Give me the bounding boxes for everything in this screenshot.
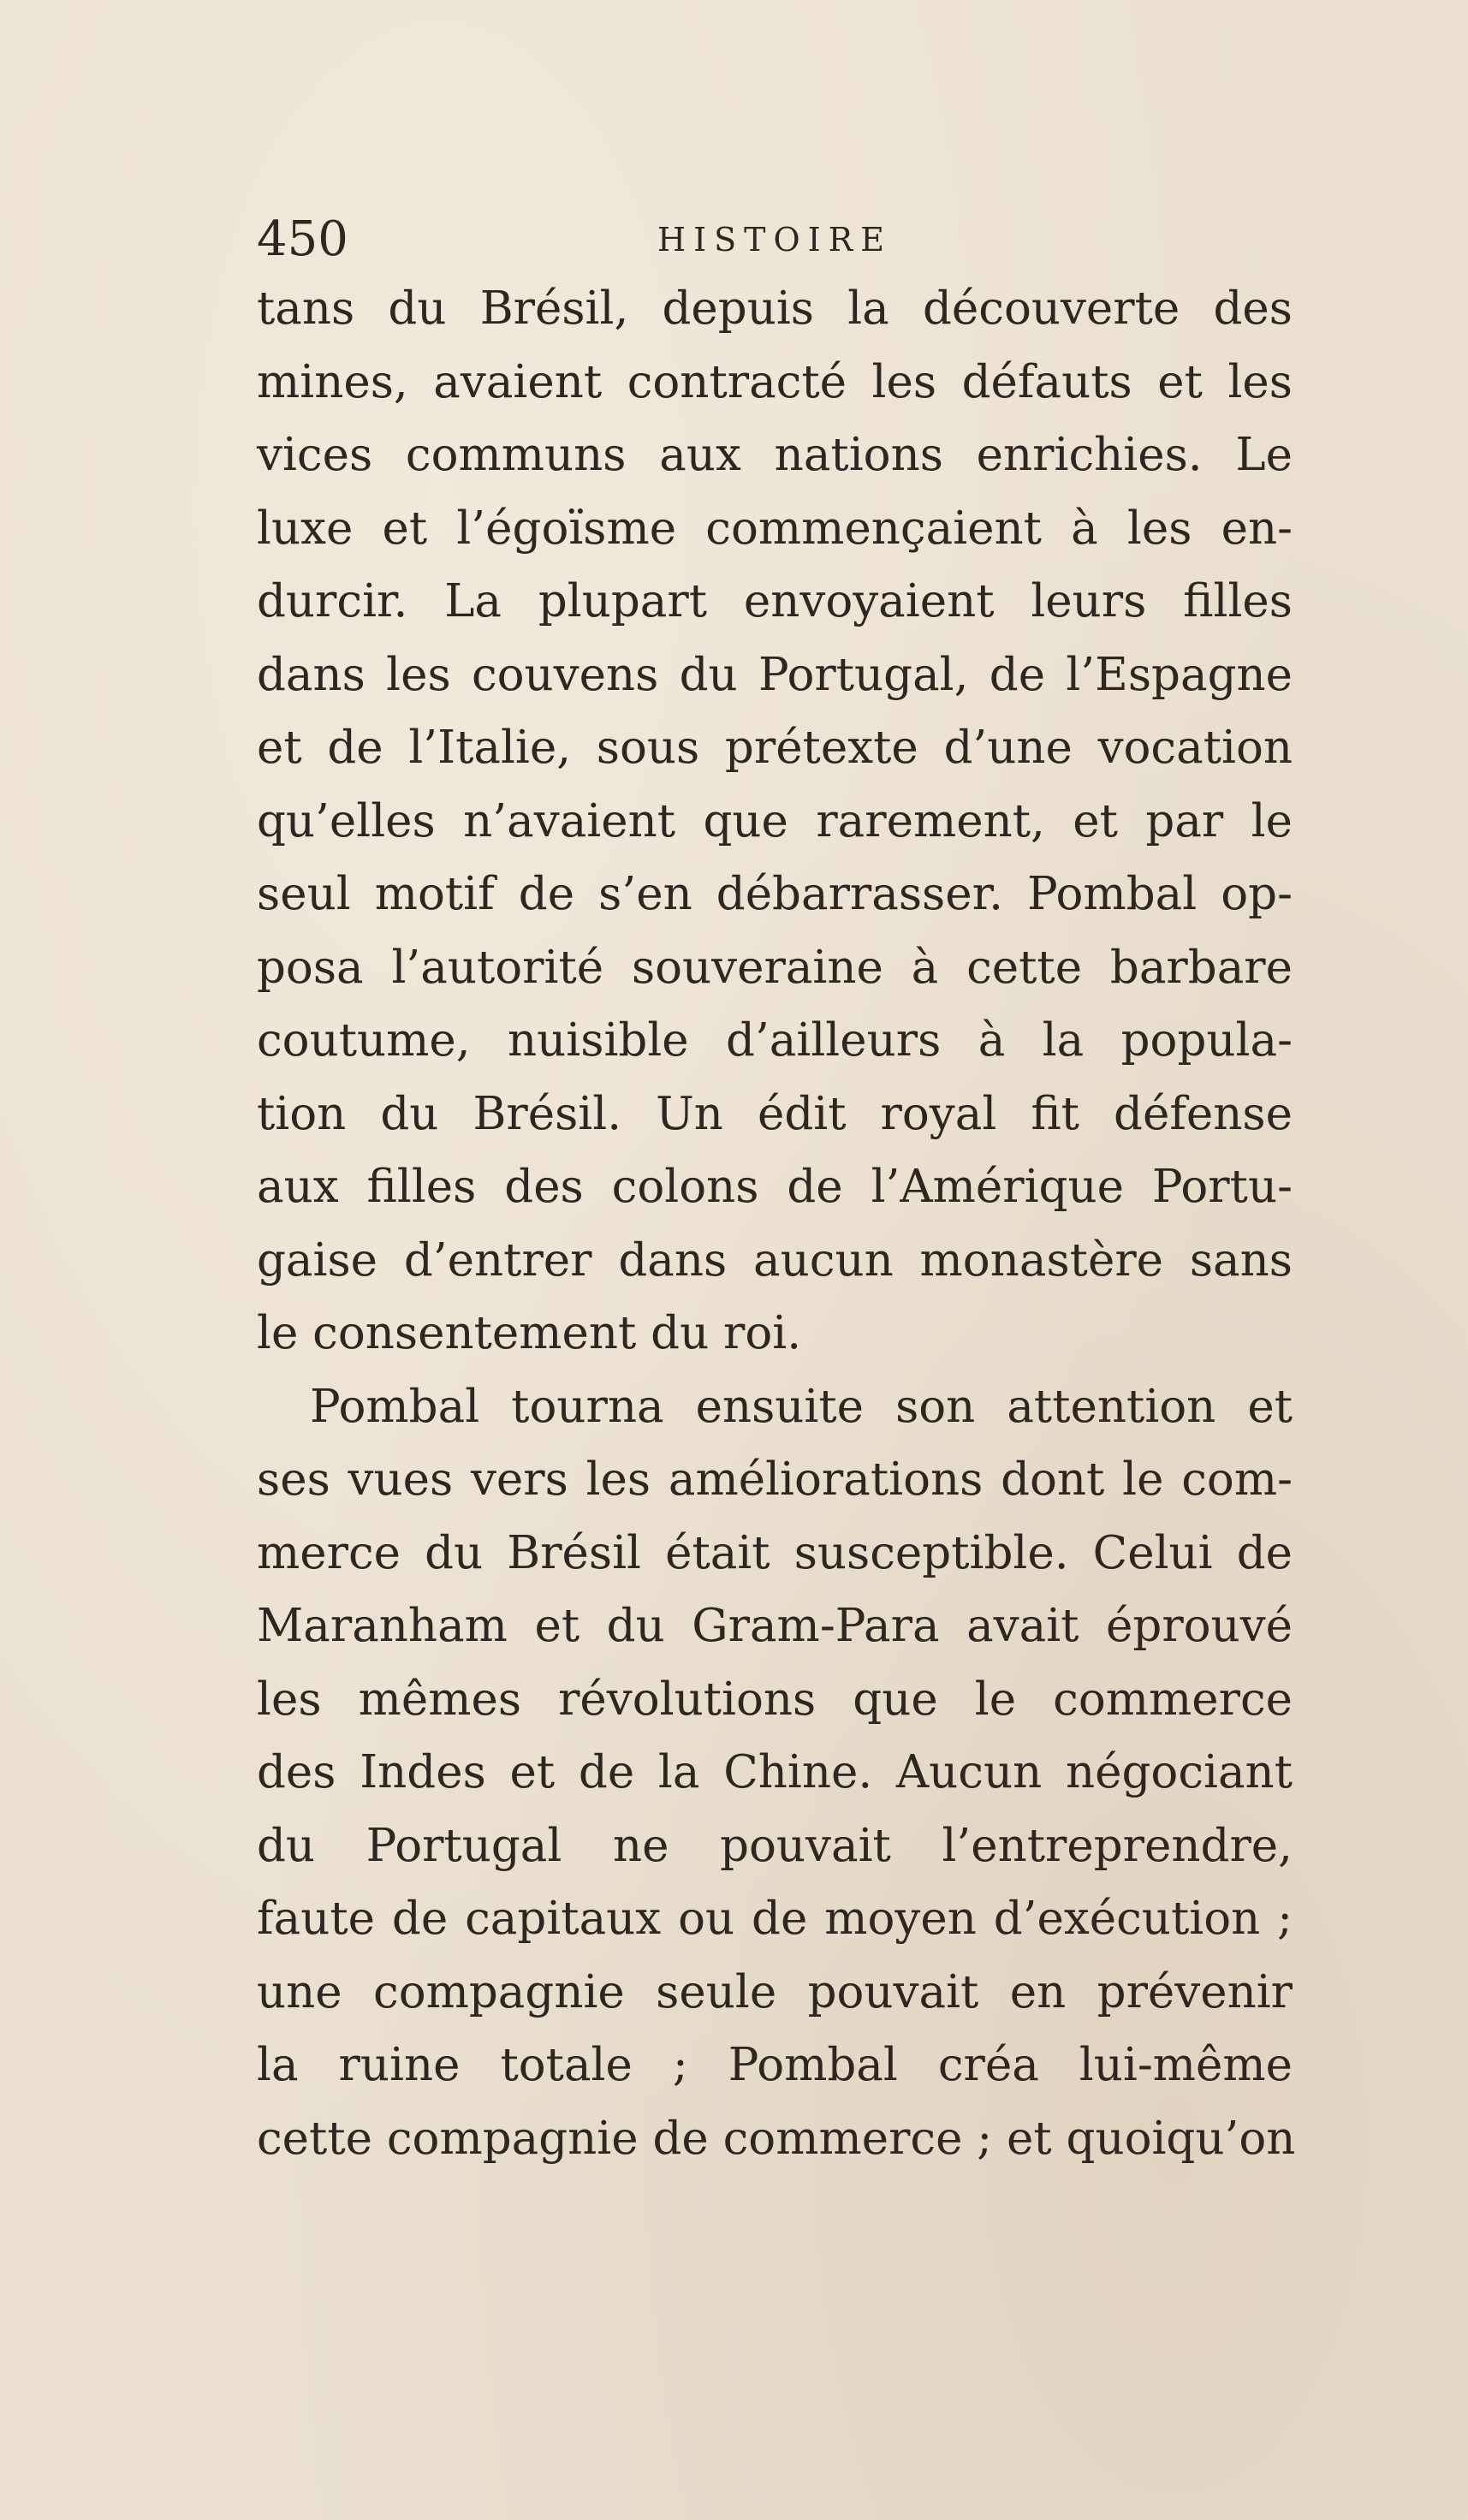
text-line: aux filles des colons de l’Amérique Portu- [257, 1161, 1293, 1213]
text-line: le consentement du roi. [257, 1307, 802, 1359]
running-head [257, 205, 1293, 274]
text-line: ses vues vers les améliorations dont le com- [257, 1453, 1293, 1506]
paragraph-1 [257, 272, 1293, 1370]
text-line: tion du Brésil. Un édit royal fit défense [257, 1087, 1293, 1140]
text-line: seul motif de s’en débarrasser. Pombal op- [257, 868, 1293, 920]
text-line: posa l’autorité souveraine à cette barbare [257, 941, 1293, 994]
text-line: coutume, nuisible d’ailleurs à la popula- [257, 1014, 1293, 1067]
running-title: HISTOIRE [657, 221, 893, 259]
text-line: dans les couvens du Portugal, de l’Espagne [257, 648, 1293, 701]
text-line: tans du Brésil, depuis la découverte des [257, 282, 1293, 335]
page-number: 450 [257, 211, 348, 267]
text-line: vices communs aux nations enrichies. Le [257, 429, 1293, 481]
text-line: la ruine totale ; Pombal créa lui-même [257, 2039, 1293, 2091]
text-line: qu’elles n’avaient que rarement, et par le [257, 794, 1293, 847]
text-line: des Indes et de la Chine. Aucun négociant [257, 1746, 1293, 1798]
text-line: Pombal tourna ensuite son attention et [310, 1380, 1293, 1433]
text-line: les mêmes révolutions que le commerce [257, 1673, 1293, 1726]
text-line: faute de capitaux ou de moyen d’exécution ; [257, 1893, 1293, 1945]
paragraph-2 [257, 1370, 1296, 2176]
text-line: Maranham et du Gram-Para avait éprouvé [257, 1600, 1293, 1652]
text-line: et de l’Italie, sous prétexte d’une vocation [257, 722, 1293, 774]
text-line: durcir. La plupart envoyaient leurs filles [257, 575, 1293, 627]
text-line: une compagnie seule pouvait en prévenir [257, 1965, 1293, 2018]
text-line: cette compagnie de commerce ; et quoiqu’on [257, 2112, 1296, 2165]
text-line: luxe et l’égoïsme commençaient à les en- [257, 502, 1293, 555]
text-line: du Portugal ne pouvait l’entreprendre, [257, 1819, 1293, 1872]
text-line: mines, avaient contracté les défauts et les [257, 355, 1293, 408]
text-line: gaise d’entrer dans aucun monastère sans [257, 1233, 1293, 1287]
text-line: merce du Brésil était susceptible. Celui de [257, 1526, 1293, 1579]
body-text [257, 272, 1296, 2175]
